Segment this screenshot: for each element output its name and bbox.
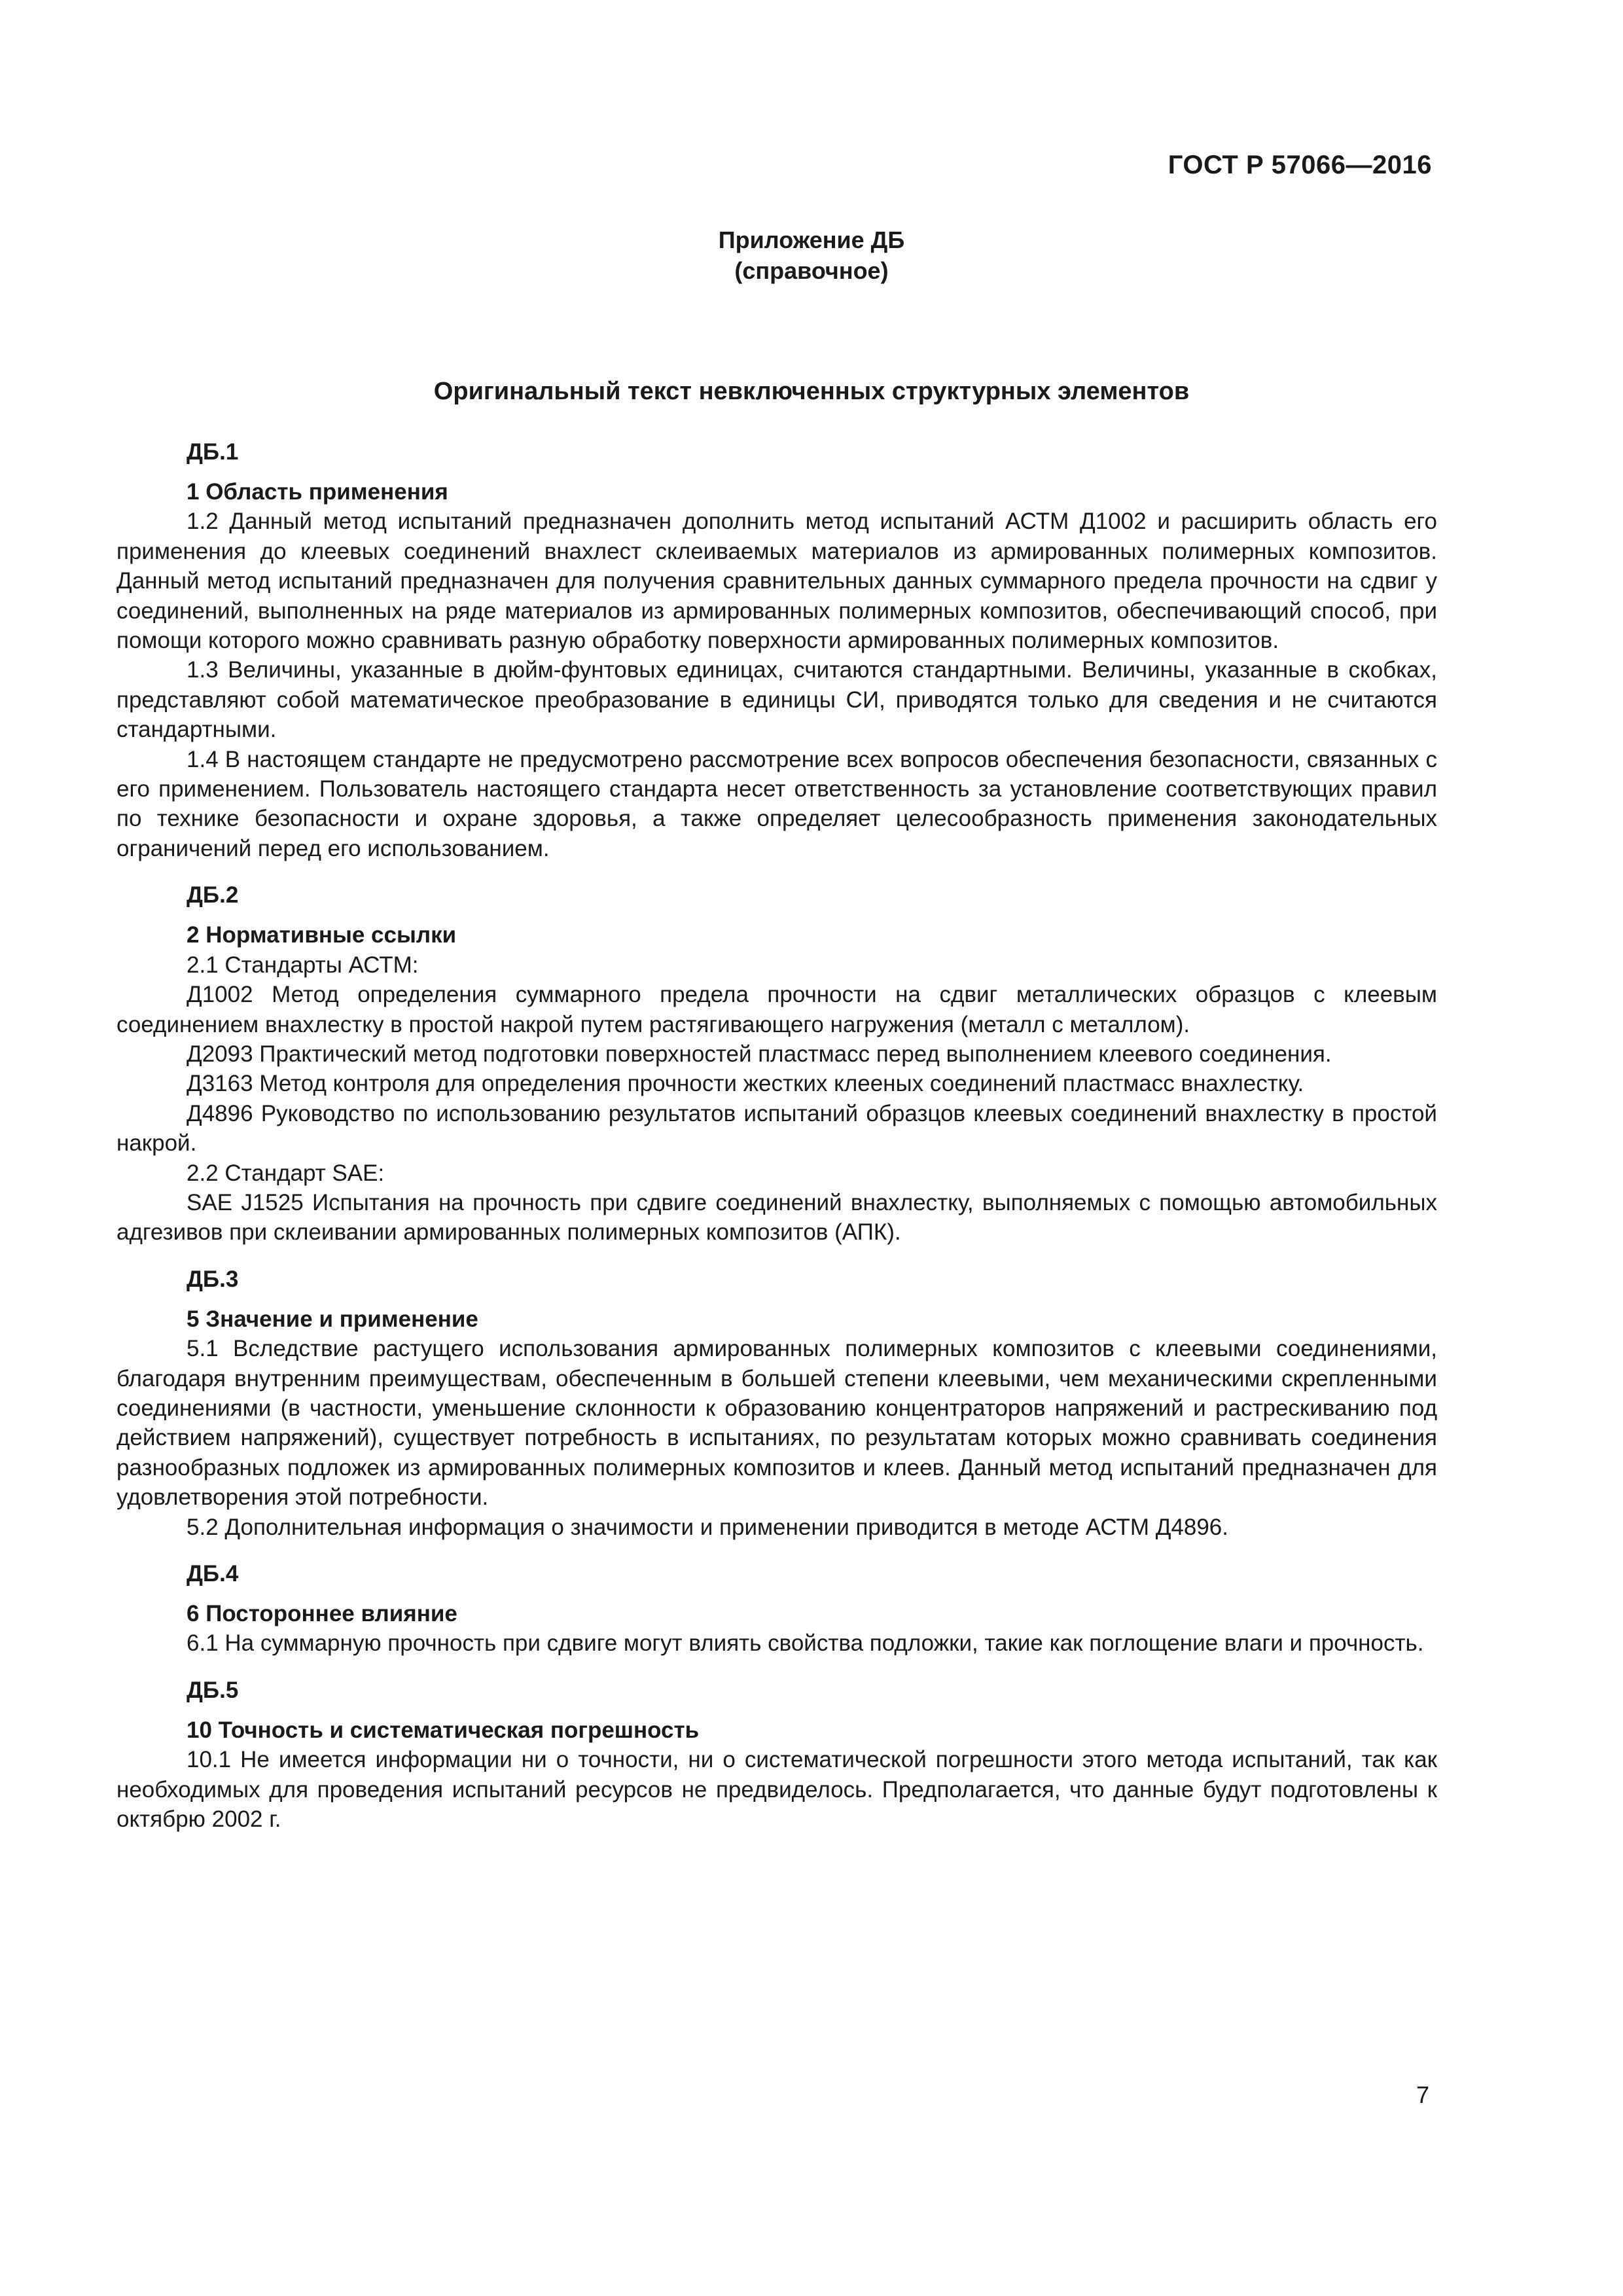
paragraph: 5.2 Дополнительная информация о значимости и применении приводится в методе АСТМ Д4896.: [187, 1514, 1228, 1540]
section-code: ДБ.2: [187, 882, 239, 908]
paragraph: 6.1 На суммарную прочность при сдвиге могут влиять свойства подложки, такие как поглощение влаги и прочность.: [187, 1630, 1424, 1657]
section-heading: 1 Область применения: [187, 479, 448, 505]
paragraph: 2.1 Стандарты АСТМ:: [187, 952, 419, 978]
section-db4: [116, 1559, 1437, 1659]
appendix-title: Приложение ДБ: [718, 226, 905, 253]
paragraph: 1.2 Данный метод испытаний предназначен дополнить метод испытаний АСТМ Д1002 и расширить область его применения до клеевых соединений внахлест склеиваемых материалов из армированных полимерных композитов. Данный метод испытаний предназначен для получения сравнительных данных суммарного предела прочности на сдвиг у соединений, выполненных на ряде материалов из армированных полимерных композитов, обеспечивающий способ, при помощи которого можно сравнивать разную обработку поверхности армированных полимерных композитов.: [116, 509, 1437, 654]
section-heading: 5 Значение и применение: [187, 1306, 478, 1332]
section-heading: 10 Точность и систематическая погрешность: [187, 1717, 700, 1743]
document-body: [116, 437, 1437, 1851]
paragraph: Д2093 Практический метод подготовки поверхностей пластмасс перед выполнением клеевого соединения.: [187, 1041, 1332, 1067]
paragraph: 10.1 Не имеется информации ни о точности, ни о систематической погрешности этого метода испытаний, так как необходимых для проведения испытаний ресурсов не предвиделось. Предполагается, что данные будут подготовлены к октябрю 2002 г.: [116, 1747, 1437, 1833]
paragraph: Д1002 Метод определения суммарного предела прочности на сдвиг металлических образцов с клеевым соединением внахлестку в простой накрой путем растягивающего нагружения (металл с металлом).: [116, 982, 1437, 1037]
appendix-heading: [0, 224, 1623, 286]
paragraph: 1.3 Величины, указанные в дюйм-фунтовых единицах, считаются стандартными. Величины, указанные в скобках, представляют собой математическое преобразование в единицы СИ, приводятся только для сведения и не считаются стандартными.: [116, 657, 1437, 743]
appendix-subtitle: (справочное): [734, 257, 889, 284]
gost-code-header: ГОСТ Р 57066—2016: [1168, 151, 1432, 179]
section-db3: [116, 1265, 1437, 1542]
section-heading: 6 Постороннее влияние: [187, 1601, 457, 1626]
paragraph: 5.1 Вследствие растущего использования армированных полимерных композитов с клеевыми соединениями, благодаря внутренним преимуществам, обеспеченным в большей степени клеевыми, чем механическими скрепленными соединениями (в частности, уменьшение склонности к образованию концентраторов напряжений и растрескиванию под действием напряжений), существует потребность в испытаниях, по результатам которых можно сравнивать соединения разнообразных подложек из армированных полимерных композитов и клеев. Данный метод испытаний предназначен для удовлетворения этой потребности.: [116, 1336, 1437, 1511]
document-title: Оригинальный текст невключенных структурных элементов: [433, 378, 1190, 405]
page-number: 7: [1416, 2081, 1429, 2108]
section-db2: [116, 880, 1437, 1247]
section-code: ДБ.3: [187, 1266, 239, 1292]
section-db5: [116, 1676, 1437, 1835]
section-code: ДБ.4: [187, 1561, 239, 1587]
section-db1: [116, 437, 1437, 863]
paragraph: Д4896 Руководство по использованию результатов испытаний образцов клеевых соединений внахлестку в простой накрой.: [116, 1100, 1437, 1157]
paragraph: SAE J1525 Испытания на прочность при сдвиге соединений внахлестку, выполняемых с помощью автомобильных адгезивов при склеивании армированных полимерных композитов (АПК).: [116, 1189, 1437, 1246]
paragraph: 1.4 В настоящем стандарте не предусмотрено рассмотрение всех вопросов обеспечения безопасности, связанных с его применением. Пользователь настоящего стандарта несет ответственность за установление соответствующих правил по технике безопасности и охране здоровья, а также определяет целесообразность применения законодательных ограничений перед его использованием.: [116, 746, 1437, 861]
section-code: ДБ.5: [187, 1677, 239, 1703]
section-code: ДБ.1: [187, 439, 239, 465]
paragraph: 2.2 Стандарт SAE:: [187, 1160, 385, 1186]
section-heading: 2 Нормативные ссылки: [187, 922, 457, 948]
paragraph: Д3163 Метод контроля для определения прочности жестких клееных соединений пластмасс внахлестку.: [187, 1071, 1304, 1097]
